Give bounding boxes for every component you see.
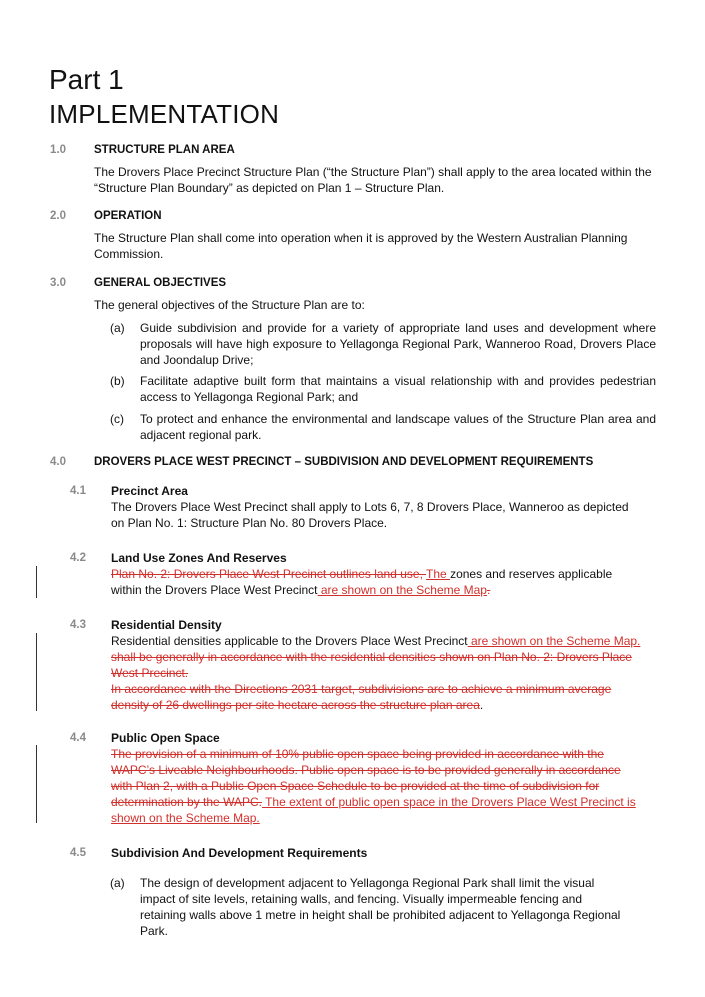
body-text: zones and reserves applicable within the Drovers Place West Precinct xyxy=(111,567,613,597)
inserted-text: are shown on the Scheme Map xyxy=(317,583,487,597)
change-bar xyxy=(36,566,37,598)
subsection-heading: Subdivision And Development Requirements xyxy=(111,846,368,860)
subsection-number: 4.2 xyxy=(70,552,86,564)
subsection-number: 4.5 xyxy=(70,847,86,859)
subsection-heading: Public Open Space xyxy=(111,731,220,745)
list-label: (a) xyxy=(110,321,125,335)
section-intro: The general objectives of the Structure Plan are to: xyxy=(94,298,365,312)
section-heading: DROVERS PLACE WEST PRECINCT – SUBDIVISION AND DEVELOPMENT REQUIREMENTS xyxy=(94,456,594,468)
inserted-text: The extent of public open space in the Drovers Place West Precinct is shown on the Scheme Map. xyxy=(111,795,636,825)
section-number: 4.0 xyxy=(50,456,66,468)
body-text: Residential densities applicable to the Drovers Place West Precinct xyxy=(111,634,468,648)
body-text: . xyxy=(479,698,484,712)
list-item: To protect and enhance the environmental and landscape values of the Structure Plan area and adjacent regional park. xyxy=(140,412,656,442)
section-heading: STRUCTURE PLAN AREA xyxy=(94,144,235,156)
section-heading: OPERATION xyxy=(94,210,162,222)
section-heading: GENERAL OBJECTIVES xyxy=(94,277,227,289)
subsection-text: The Drovers Place West Precinct shall apply to Lots 6, 7, 8 Drovers Place, Wanneroo as depicted on Plan No. 1: Structure Plan No. 80 Drovers Place. xyxy=(111,500,629,530)
deleted-text: shall be generally in accordance with the residential densities shown on Plan No. 2: Drovers Place West Precinct. xyxy=(111,650,632,680)
subsection-text xyxy=(111,746,641,826)
section-number: 2.0 xyxy=(50,210,66,222)
list-item: The design of development adjacent to Yellagonga Regional Park shall limit the visual impact of site levels, retaining walls, and fencing. Visually impermeable fencing and retaining walls above 1 metre in height shall be prohibited adjacent to Yellagonga Regional Park. xyxy=(140,876,621,938)
subsection-number: 4.1 xyxy=(70,485,86,497)
section-text: The Structure Plan shall come into operation when it is approved by the Western Australian Planning Commission. xyxy=(94,231,628,261)
subsection-heading: Precinct Area xyxy=(111,484,188,498)
subsection-number: 4.4 xyxy=(70,732,86,744)
section-number: 3.0 xyxy=(50,277,66,289)
deleted-text: The provision of a minimum of 10% public open space being provided in accordance with the WAPC’s Liveable Neighbourhoods. Public open space is to be provided generally in accordance with Plan 2, with a Public Open Space Schedule to be provided at the time of subdivision for determination by the WAPC. xyxy=(111,747,621,809)
subsection-heading: Land Use Zones And Reserves xyxy=(111,551,287,565)
deleted-text: . xyxy=(486,583,491,597)
deleted-text: Plan No. 2: Drovers Place West Precinct outlines land use, xyxy=(111,567,427,581)
list-label: (c) xyxy=(110,412,124,426)
subsection-text xyxy=(111,566,641,598)
deleted-text: In accordance with the Directions 2031 target, subdivisions are to achieve a minimum average density of 26 dwellings per site hectare across the structure plan area xyxy=(111,682,612,712)
list-label: (b) xyxy=(110,374,125,388)
section-number: 1.0 xyxy=(50,144,66,156)
list-label: (a) xyxy=(110,876,125,890)
part-title: Part 1 xyxy=(49,64,124,95)
subsection-heading: Residential Density xyxy=(111,618,222,632)
list-item: Guide subdivision and provide for a variety of appropriate land uses and development where proposals will have high exposure to Yellagonga Regional Park, Wanneroo Road, Drovers Place and Joondalup Drive; xyxy=(140,321,656,367)
part-subtitle: IMPLEMENTATION xyxy=(49,99,280,129)
inserted-text: are shown on the Scheme Map. xyxy=(467,634,641,648)
section-text: The Drovers Place Precinct Structure Plan (“the Structure Plan”) shall apply to the area located within the “Structure Plan Boundary” as depicted on Plan 1 – Structure Plan. xyxy=(94,165,652,195)
subsection-text xyxy=(111,633,641,713)
change-bar xyxy=(36,633,37,711)
list-item: Facilitate adaptive built form that maintains a visual relationship with and provides pedestrian access to Yellagonga Regional Park; and xyxy=(140,374,656,404)
change-bar xyxy=(36,745,37,823)
inserted-text: The xyxy=(426,567,451,581)
subsection-number: 4.3 xyxy=(70,619,86,631)
